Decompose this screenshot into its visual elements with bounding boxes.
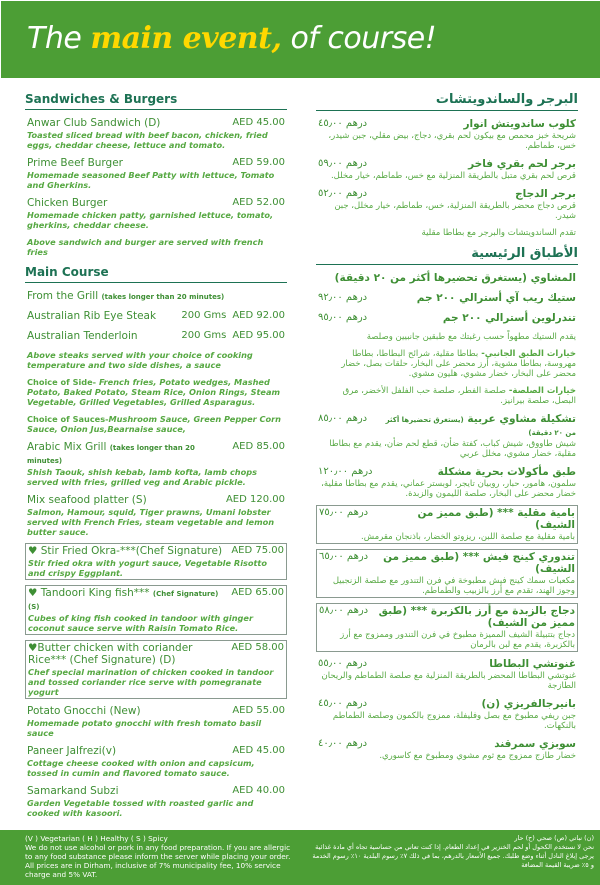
item-note: (takes longer than 20 minutes) [27,444,195,465]
item-name: غنوتشي البطاطا [489,658,576,670]
item-price: AED 52.00 [232,197,285,208]
title-post: of course! [281,21,437,56]
header-banner [1,1,600,78]
item-desc: قرص لحم بقري متبل بالطريقة المنزلية مع خس، طماطم، خيار مخلل. [330,171,576,181]
item-name: برجر لحم بقري فاخر [468,158,576,170]
item-name: تندوري كينج فيش *** (طبق مميز من الشيف) [383,551,575,575]
menu-item [316,311,578,326]
item-desc: Homemade chicken patty, garnished lettuce, tomato, gherkins, cheddar cheese. [27,210,274,230]
menu-item [316,227,578,239]
item-price: درهم ٦٥٫٠٠ [319,551,369,562]
item-desc: شيش طاووق، شيش كباب، كفتة ضأن، قطع لحم ضأن، يقدم مع بطاطا مقلية، خضار مشوي، مخلل عربي [329,439,576,459]
item-price: درهم ٩٥٫٠٠ [318,312,368,323]
item-price: AED 45.00 [232,117,285,128]
item-name: دجاج بالزبدة مع أرز بالكزبرة *** (طبق مميز من الشيف) [378,605,575,629]
item-name: ♥ Stir Fried Okra-***(Chef Signature) [28,545,223,557]
footer-en [25,834,295,879]
menu-item [25,329,287,344]
item-price: AED 75.00 [231,545,284,556]
item-price: درهم ٤٥٫٠٠ [318,698,368,709]
item-name: Arabic Mix Grill [27,441,107,453]
legend: (V ) Vegetarian ( H ) Healthy ( S ) Spicy [25,834,168,843]
item-price: AED 40.00 [232,785,285,796]
item-price: درهم ٥٩٫٠٠ [318,158,368,169]
menu-columns [0,78,600,830]
menu-item [25,704,287,739]
signature-item [25,543,287,580]
section-sandwiches-en: Sandwiches & Burgers [25,92,287,110]
item-price: درهم ٤٥٫٠٠ [318,118,368,129]
footer-ar [309,834,594,879]
item-desc: جبن ريفي مطبوخ مع بصل وفليفلة، ممزوج بالكمون وصلصة الطماطم بالنكهات. [332,711,576,731]
menu-item [25,236,287,258]
item-name: Australian Tenderloin [27,330,138,342]
item-name: سوبزي سمرقند [494,738,576,750]
desc-lead: Choice of Sauces- [27,414,109,424]
item-name: Paneer Jalfrezi(v) [27,745,117,757]
menu-item [316,385,578,407]
title-pre: The [27,21,91,56]
item-desc: قرص دجاج محضر بالطريقة المنزلية، خس، طماطم، خيار مخلل، جبن شيدر. [334,201,576,221]
desc-lead: Choice of Side- [27,377,99,387]
menu-item [316,657,578,692]
item-price: درهم ٨٥٫٠٠ [318,413,368,424]
menu-item [316,465,578,500]
item-price: AED 120.00 [225,494,285,505]
item-desc: غنوتشي البطاطا المحضر بالطريقة المنزلية مع صلصة الطماطم والريحان الطازجة [321,671,576,691]
item-name: From the Grill [27,290,99,302]
item-price: درهم ٩٢٫٠٠ [318,292,368,303]
page-title [27,21,436,56]
item-name: Australian Rib Eye Steak [27,310,157,322]
item-price: AED 55.00 [232,705,285,716]
signature-item [316,549,578,598]
english-menu [25,90,287,824]
item-price: AED 65.00 [231,587,284,598]
item-name: برجر الدجاج [515,188,576,200]
item-name: Mix seafood platter (S) [27,494,147,506]
item-desc: Garden Vegetable tossed with roasted garlic and cooked with kasoori. [27,798,254,818]
item-name: تندرلوين أسترالي ٢٠٠ جم [442,312,576,324]
item-name: بامية مقلية *** (طبق مميز من الشيف) [417,507,575,531]
item-price: درهم ٥٢٫٠٠ [318,188,368,199]
item-name: Anwar Club Sandwich (D) [27,117,161,129]
item-desc: Homemade seasoned Beef Patty with lettuce, Tomato and Gherkins. [27,170,275,190]
item-price: درهم ٥٥٫٠٠ [318,658,368,669]
menu-item [316,412,578,460]
item-price: AED 92.00 [232,310,285,321]
item-desc: Chef special marination of chicken cooked in tandoor and tossed coriander rice serve with pomegranate yogurt [28,667,274,697]
menu-item [316,271,578,286]
item-name: ستيك ريب آي أسترالي ٢٠٠ جم [416,292,576,304]
menu-item [25,196,287,231]
item-desc: Mushroom Sauce, Green Pepper Corn Sauce, Onion Jus,Bearnaise sauce, [27,414,282,434]
section-main-en: Main Course [25,265,287,283]
item-name: Prime Beef Burger [27,157,123,169]
arabic-menu [316,90,578,824]
menu-item [25,440,287,488]
menu-item [316,291,578,306]
item-note: (Chef Signature) (S) [28,590,219,611]
item-price: AED 58.00 [231,642,284,653]
item-name: كلوب ساندويتش انوار [463,118,576,130]
signature-item [316,505,578,544]
desc-lead: خيارات الصلصة- [505,386,576,396]
legend-ar: (ن) نباتي (ص) صحي (ح) حار [514,834,594,842]
item-desc: خضار طازج ممزوج مع ثوم مشوي ومطبوخ مع كاسوري. [379,751,576,761]
item-name: Chicken Burger [27,197,108,209]
item-desc: Stir fried okra with yogurt sauce, Vegetable Risotto and crispy Eggplant. [28,558,267,578]
menu-item [25,413,287,435]
menu-item [25,289,287,304]
item-note: (يستغرق تحضيرها أكثر من ٢٠ دقيقة) [385,416,576,437]
item-desc: يقدم الستيك مطهواً حسب رغبتك مع طبقين جانبيين وصلصة [366,332,576,342]
item-desc: French fries, Potato wedges, Mashed Potato, Baked Potato, Steam Rice, Onion Rings, Steam Vegetable, Grilled Vegetables, Grilled Asparagus. [27,377,281,407]
notes-ar: نحن لا نستخدم الكحول أو لحم الخنزير في إعداد الطعام. إذا كنت تعاني من حساسية تجاه أي مادة غذائية يرجى إبلاغ النادل أثناء وضع طلبك. جميع الأسعار بالدرهم، بما في ذلك ٧٪ رسوم البلدية ١٠٪ رسوم الخدمة و ٥٪ ضريبة القيمة المضافة [312,843,594,869]
allergy-note: We do not use alcohol or pork in any food preparation. If you are allergic to any food substance please inform the server while placing your order. [25,843,291,861]
item-name: تشكيلة مشاوي عربية [467,413,576,425]
menu-item [316,348,578,380]
menu-item [25,784,287,819]
item-desc: Above steaks served with your choice of cooking temperature and two side dishes, a sauce [27,350,253,370]
item-price: درهم ١٢٠٫٠٠ [318,466,373,477]
menu-item [316,117,578,152]
item-name: Potato Gnocchi (New) [27,705,141,717]
item-desc: Toasted sliced bread with beef bacon, chicken, fried eggs, cheddar cheese, lettuce and tomato. [27,130,268,150]
item-price: AED 45.00 [232,745,285,756]
item-note: (takes longer than 20 minutes) [101,293,225,301]
item-desc: مكعبات سمك كينج فيش مطبوخة في فرن التندور مع صلصة الزنجبيل وجوز الهند، تقدم مع أرز بالزبيب والطماطم. [332,576,575,596]
title-highlight: main event, [90,21,282,56]
menu-item [316,187,578,222]
item-desc: تقدم الساندويتشات والبرجر مع بطاطا مقلية [421,228,576,238]
menu-item [316,737,578,762]
item-desc: Above sandwich and burger are served with french fries [27,237,264,257]
item-desc: Cubes of king fish cooked in tandoor with ginger coconut sauce serve with Raisin Tomato Rice. [28,613,253,633]
price-note: All prices are in Dirham, inclusive of 7% municipality fee, 10% service charge and 5% VAT. [25,861,281,879]
item-name: بانيرجالفريزي (ن) [481,698,576,710]
item-desc: Homemade potato gnocchi with fresh tomato basil sauce [27,718,262,738]
menu-item [25,309,287,324]
menu-item [25,376,287,408]
signature-item [316,603,578,652]
section-main-ar: الأطباق الرئيسية [316,246,578,265]
signature-item [25,585,287,635]
item-weight: 200 Gms [181,310,227,321]
desc-lead: خيارات الطبق الجانبي- [478,349,576,359]
item-desc: Cottage cheese cooked with onion and capsicum, tossed in cumin and flavored tomato sauce. [27,758,255,778]
menu-item [316,331,578,343]
signature-item [25,640,287,699]
item-price: AED 59.00 [232,157,285,168]
item-price: AED 95.00 [232,330,285,341]
item-price: درهم ٤٠٫٠٠ [318,738,368,749]
item-name: المشاوي (يستغرق تحضيرها أكثر من ٢٠ دقيقة) [334,272,576,284]
item-name: Samarkand Subzi [27,785,119,797]
item-desc: صلصة الفطر، صلصة حب الفلفل الأخضر، مرق البصل، صلصة بيرانيز. [342,386,576,406]
item-desc: شريحة خبز محمص مع بيكون لحم بقري، دجاج، بيض مقلي، جبن شيدر، خس، طماطم. [328,131,576,151]
item-price: AED 85.00 [232,441,285,452]
item-desc: دجاج بتتبيلة الشيف المميزة مطبوخ في فرن التندور وممزوج مع أرز بالكزبرة، يقدم مع لبن بالرمان [340,630,575,650]
item-name: ♥ Tandoori King fish*** [28,587,150,599]
item-price: درهم ٥٨٫٠٠ [319,605,369,616]
menu-item [25,744,287,779]
menu-item [316,697,578,732]
item-desc: Shish Taouk, shish kebab, lamb kofta, lamb chops served with fries, grilled veg and Arabic pickle. [27,467,257,487]
footer [0,830,600,885]
item-desc: بامية مقلية مع صلصة اللبن، ريزوتو الخضار، باذنجان مقرمش. [361,532,575,542]
item-desc: بطاطا مقلية، شرائح البطاطا، بطاطا مهروسة، بطاطا مشوية، أرز محضر على البخار، حلقات بصل، خضار محضر على البخار، خضار مشوي، هليون مشوي. [341,349,576,379]
menu-item [25,156,287,191]
item-name: طبق مأكولات بحرية مشكلة [437,466,576,478]
item-name: ♥Butter chicken with coriander Rice*** (Chef Signature) (D) [28,642,193,666]
item-price: درهم ٧٥٫٠٠ [319,507,369,518]
menu-item [316,157,578,182]
menu-item [25,349,287,371]
menu-item [25,493,287,538]
item-weight: 200 Gms [181,330,227,341]
item-desc: سلمون، هامور، حبار، روبيان تايجر، لوبستر عماني، يقدم مع بطاطا مقلية، خضار محضر على البخار، صلصة الليمون والزبدة. [321,479,576,499]
menu-item [25,116,287,151]
section-sandwiches-ar: البرجر والساندويتشات [316,92,578,111]
item-desc: Salmon, Hamour, squid, Tiger prawns, Umani lobster served with French Fries, steam vegetable and lemon butter sauce. [27,507,275,537]
